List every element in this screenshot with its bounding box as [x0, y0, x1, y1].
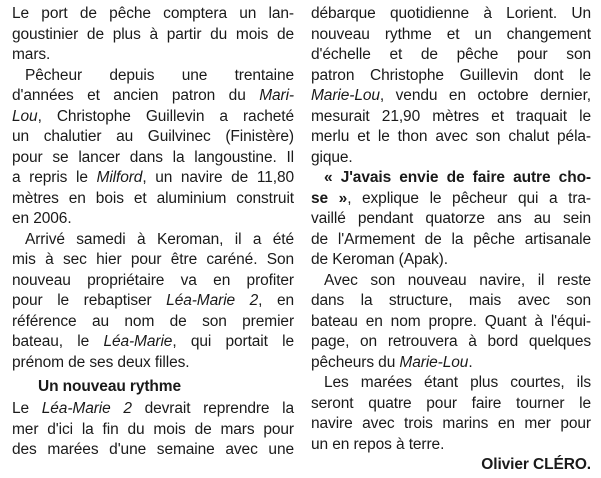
article-line	[12, 420, 294, 441]
quote-line	[311, 168, 591, 189]
article-line	[12, 312, 294, 333]
article-line	[12, 209, 294, 230]
text-run: a repris le	[12, 169, 97, 186]
article-line	[311, 189, 591, 210]
text-run: goustinier de plus à partir du mois de	[12, 25, 294, 43]
italic-text: Léa-Marie	[103, 333, 173, 350]
text-run: dans la structure, mais avec son	[311, 292, 591, 309]
text-run: d'années et ancien patron du	[12, 87, 260, 104]
article-line	[12, 189, 294, 210]
article-line	[311, 66, 591, 87]
text-run: débarque quotidienne à Lorient. Un	[311, 5, 591, 22]
article-line	[311, 414, 591, 435]
article-line	[12, 107, 294, 128]
text-run: , en	[258, 292, 295, 309]
text-run: bateau en nom propre. Quant à l'équi-	[311, 312, 591, 330]
italic-text: Léa-Marie 2	[41, 400, 132, 417]
text-run: vaillé pendant quatorze ans au sein	[311, 210, 591, 227]
article-column-right	[311, 4, 591, 476]
text-run: merlu et le thon avec son chalut péla-	[311, 128, 591, 145]
text-run: Les marées étant plus courtes, ils	[324, 374, 591, 391]
article-line	[311, 107, 591, 128]
text-run: pour se lancer dans la langoustine. Il	[12, 148, 294, 166]
text-run: , qui portait le	[172, 333, 294, 350]
text-run: .	[468, 353, 473, 371]
article-line	[311, 148, 591, 169]
text-run: Pêcheur depuis une trentaine	[25, 66, 294, 84]
text-run: de l'Armement de la pêche artisanale	[311, 230, 591, 248]
text-run: un chalutier au Guilvinec (Finistère)	[12, 128, 294, 145]
article-line	[311, 250, 591, 271]
article-line	[311, 291, 591, 312]
article-line	[12, 45, 294, 66]
italic-text: Mari-	[259, 87, 294, 104]
bold-text: se »	[311, 189, 348, 207]
article-line	[12, 127, 294, 148]
article-line	[311, 332, 591, 353]
text-run: mars.	[12, 46, 51, 63]
italic-text: Léa-Marie 2	[166, 292, 259, 309]
article-line	[12, 148, 294, 169]
text-run: Le port de pêche comptera un lan-	[12, 5, 294, 22]
article-line	[12, 250, 294, 271]
italic-text: Lou	[12, 107, 38, 125]
article-line	[12, 4, 294, 25]
article-line	[12, 399, 294, 420]
text-run: référence au nom de son premier	[12, 312, 294, 330]
text-run: Un nouveau rythme	[38, 378, 181, 395]
text-run: nouveau propriétaire va en profiter	[12, 271, 294, 289]
italic-text: Marie-Lou	[311, 87, 380, 104]
article-line	[12, 271, 294, 292]
text-run: de Keroman (Apak).	[311, 251, 448, 268]
article-line	[311, 373, 591, 394]
article-line	[311, 271, 591, 292]
text-run: un en repos à terre.	[311, 435, 445, 453]
italic-text: Milford	[96, 169, 143, 186]
italic-text: Marie-Lou	[399, 353, 469, 371]
article-line	[12, 66, 294, 87]
text-run: , vendu en octobre dernier,	[379, 87, 591, 104]
text-run: page, on retrouvera à bord quelques	[311, 333, 591, 350]
article-line	[12, 86, 294, 107]
text-run: des marées d'une semaine avec une	[12, 441, 294, 458]
article-column-left	[12, 4, 294, 461]
text-run: Avec son nouveau navire, il reste	[324, 271, 591, 289]
article-line	[12, 440, 294, 461]
text-run: , un navire de 11,80	[142, 169, 294, 186]
article-line	[12, 168, 294, 189]
text-run: mesurait 21,90 mètres et traquait le	[311, 107, 591, 125]
text-run: pour le rebaptiser	[12, 292, 167, 309]
bold-text: « J'avais envie de faire autre cho-	[324, 169, 591, 186]
article-line	[12, 230, 294, 251]
article-line	[311, 127, 591, 148]
text-run: Olivier CLÉRO.	[481, 456, 591, 473]
text-run: gique.	[311, 148, 353, 166]
author-signature	[311, 455, 591, 476]
text-run: patron Christophe Guillevin dont le	[311, 66, 591, 84]
article-line	[311, 353, 591, 374]
text-run: , Christophe Guillevin a racheté	[37, 107, 294, 125]
article-line	[12, 25, 294, 46]
text-run: nouveau rythme et un changement	[311, 25, 591, 43]
article-line	[311, 25, 591, 46]
text-run: seront quatre pour faire tourner le	[311, 394, 591, 412]
article-line	[12, 332, 294, 353]
text-run: en 2006.	[12, 210, 72, 227]
text-run: mer d'ici la fin du mois de mars pour	[12, 420, 294, 438]
text-run: , explique le pêcheur qui a tra-	[347, 189, 591, 207]
text-run: d'échelle et de pêche pour son	[311, 46, 591, 63]
text-run: bateau, le	[12, 333, 104, 350]
article-line	[311, 86, 591, 107]
article-line	[311, 312, 591, 333]
text-run: navire avec trois marins en mer pour	[311, 415, 591, 432]
article-line	[311, 209, 591, 230]
article-line	[311, 4, 591, 25]
article-line	[12, 291, 294, 312]
text-run: prénom de ses deux filles.	[12, 353, 190, 371]
text-run: Le	[12, 400, 42, 417]
text-run: Arrivé samedi à Keroman, il a été	[25, 230, 294, 248]
article-line	[311, 435, 591, 456]
article-line	[311, 394, 591, 415]
text-run: mètres en bois et aluminium construit	[12, 189, 294, 207]
text-run: pêcheurs du	[311, 353, 400, 371]
text-run: devrait reprendre la	[131, 400, 295, 417]
article-line	[311, 45, 591, 66]
article-line	[12, 353, 294, 374]
article-line	[311, 230, 591, 251]
text-run: mis à sec hier pour être caréné. Son	[12, 251, 294, 268]
section-heading	[12, 373, 294, 399]
